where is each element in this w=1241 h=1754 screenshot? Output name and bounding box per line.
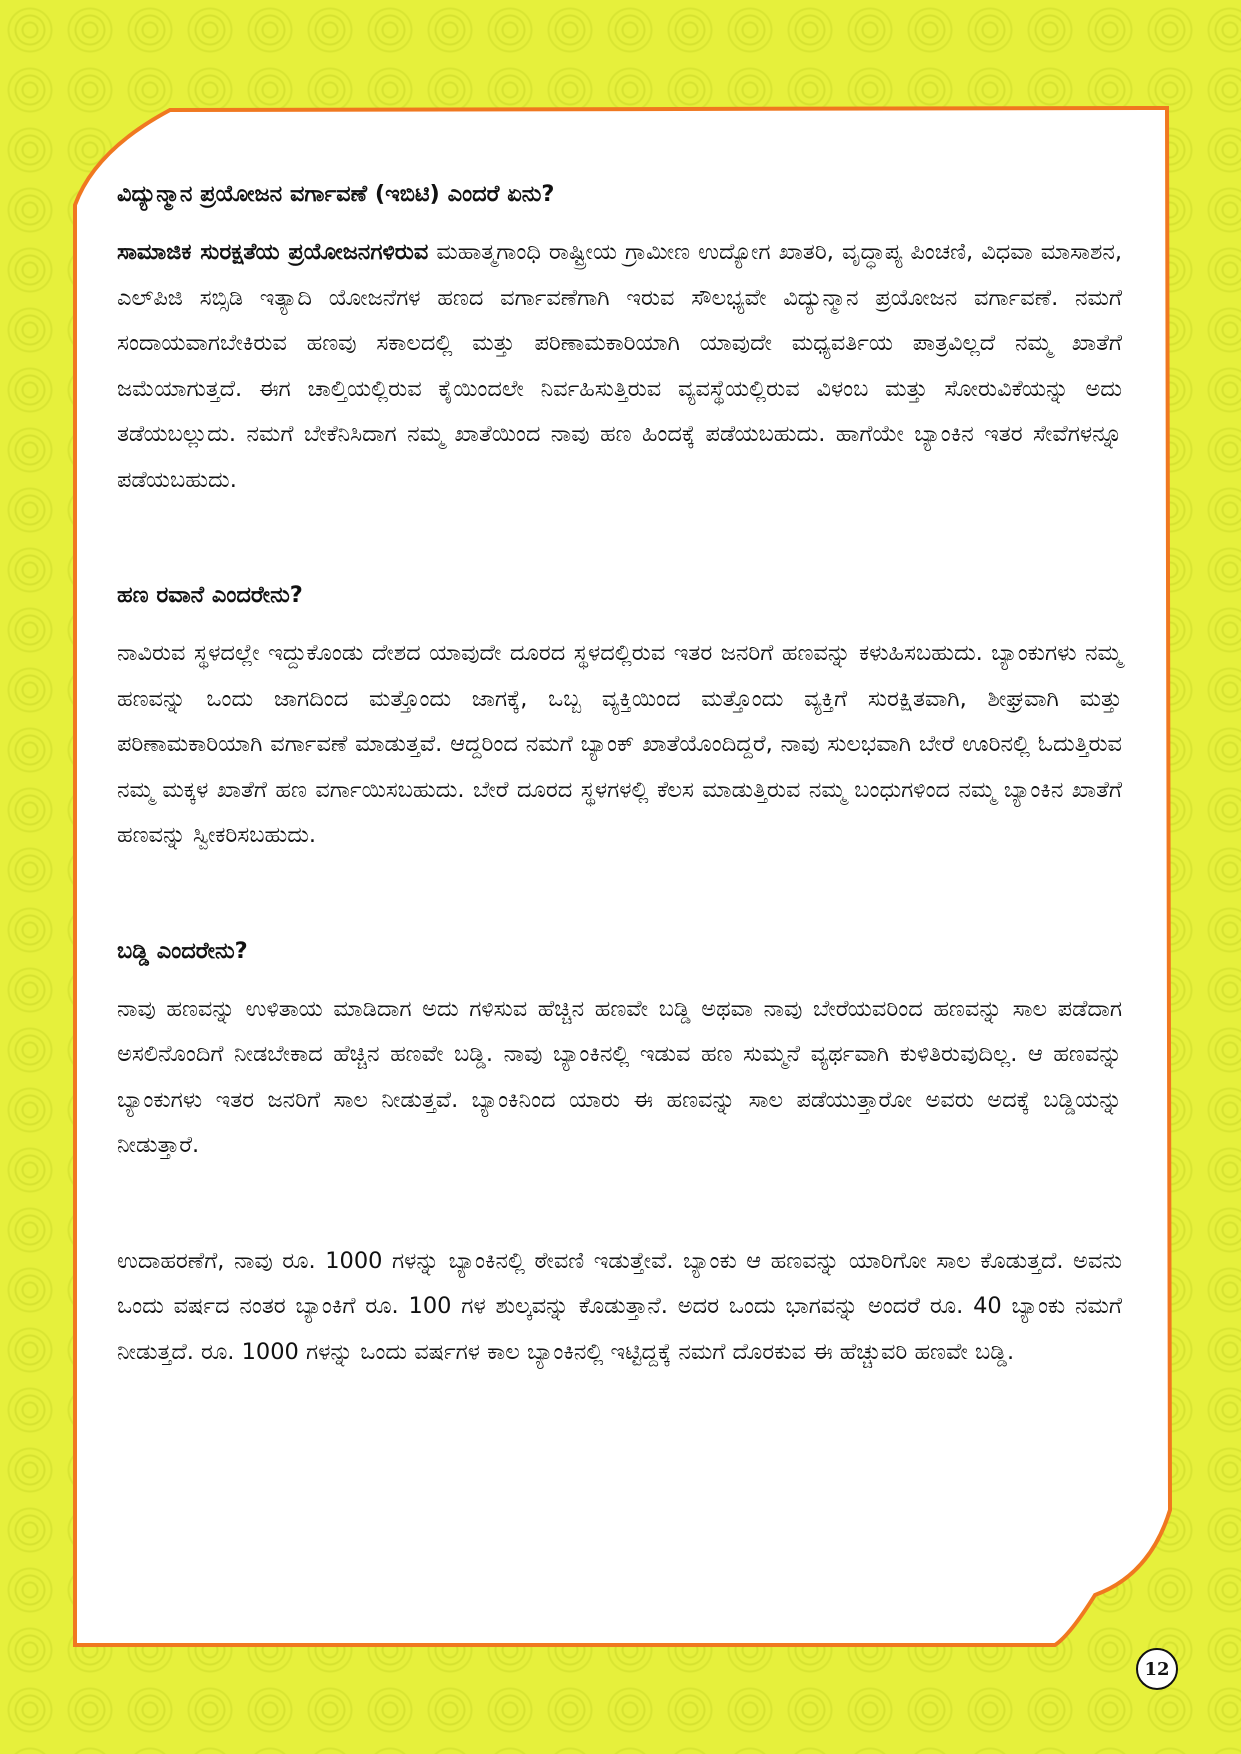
paragraph-remittance: ನಾವಿರುವ ಸ್ಥಳದಲ್ಲೇ ಇದ್ದುಕೊಂಡು ದೇಶದ ಯಾವುದೇ ದೂರದ ಸ್ಥಳದಲ್ಲಿರುವ ಇತರ ಜನರಿಗೆ ಹಣವನ್ನು ಕಳುಹಿಸಬಹುದು. ಬ್ಯಾಂಕುಗಳು ನಮ್ಮ ಹಣವನ್ನು ಒಂದು ಜಾಗದಿಂದ ಮತ್ತೊಂದು ಜಾಗಕ್ಕೆ, ಒಬ್ಬ ವ್ಯಕ್ತಿಯಿಂದ ಮತ್ತೊಂದು ವ್ಯಕ್ತಿಗೆ ಸುರಕ್ಷಿತವಾಗಿ, ಶೀಘ್ರವಾಗಿ ಮತ್ತು ಪರಿಣಾಮಕಾರಿಯಾಗಿ ವರ್ಗಾವಣೆ ಮಾಡುತ್ತವೆ. ಆದ್ದರಿಂದ ನಮಗೆ ಬ್ಯಾಂಕ್ ಖಾತೆಯೊಂದಿದ್ದರೆ, ನಾವು ಸುಲಭವಾಗಿ ಬೇರೆ ಊರಿನಲ್ಲಿ ಓದುತ್ತಿರುವ ನಮ್ಮ ಮಕ್ಕಳ ಖಾತೆಗೆ ಹಣ ವರ್ಗಾಯಿಸಬಹುದು. ಬೇರೆ ದೂರದ ಸ್ಥಳಗಳಲ್ಲಿ ಕೆಲಸ ಮಾಡುತ್ತಿರುವ ನಮ್ಮ ಬಂಧುಗಳಿಂದ ನಮ್ಮ ಬ್ಯಾಂಕಿನ ಖಾತೆಗೆ ಹಣವನ್ನು ಸ್ವೀಕರಿಸಬಹುದು. bbox=[117, 640, 1122, 848]
page-number: 12 bbox=[1136, 1648, 1178, 1690]
paragraph-ebt bbox=[117, 230, 1122, 503]
heading-ebt: ವಿದ್ಯುನ್ಮಾನ ಪ್ರಯೋಜನ ವರ್ಗಾವಣೆ (ಇಬಿಟಿ) ಎಂದರೆ ಏನು? bbox=[117, 181, 555, 207]
heading-interest: ಬಡ್ಡಿ ಎಂದರೇನು? bbox=[117, 937, 248, 964]
paragraph-ebt-body: ಮಹಾತ್ಮಗಾಂಧಿ ರಾಷ್ಟ್ರೀಯ ಗ್ರಾಮೀಣ ಉದ್ಯೋಗ ಖಾತರಿ, ವೃದ್ಧಾಪ್ಯ ಪಿಂಚಣಿ, ವಿಧವಾ ಮಾಸಾಶನ, ಎಲ್‌ಪಿಜಿ ಸಬ್ಸಿಡಿ ಇತ್ಯಾದಿ ಯೋಜನೆಗಳ ಹಣದ ವರ್ಗಾವಣೆಗಾಗಿ ಇರುವ ಸೌಲಭ್ಯವೇ ವಿದ್ಯುನ್ಮಾನ ಪ್ರಯೋಜನ ವರ್ಗಾವಣೆ. ನಮಗೆ ಸಂದಾಯವಾಗಬೇಕಿರುವ ಹಣವು ಸಕಾಲದಲ್ಲಿ ಮತ್ತು ಪರಿಣಾಮಕಾರಿಯಾಗಿ ಯಾವುದೇ ಮಧ್ಯವರ್ತಿಯ ಪಾತ್ರವಿಲ್ಲದೆ ನಮ್ಮ ಖಾತೆಗೆ ಜಮೆಯಾಗುತ್ತದೆ. ಈಗ ಚಾಲ್ತಿಯಲ್ಲಿರುವ ಕೈಯಿಂದಲೇ ನಿರ್ವಹಿಸುತ್ತಿರುವ ವ್ಯವಸ್ಥೆಯಲ್ಲಿರುವ ವಿಳಂಬ ಮತ್ತು ಸೋರುವಿಕೆಯನ್ನು ಅದು ತಡೆಯಬಲ್ಲುದು. ನಮಗೆ ಬೇಕೆನಿಸಿದಾಗ ನಮ್ಮ ಖಾತೆಯಿಂದ ನಾವು ಹಣ ಹಿಂದಕ್ಕೆ ಪಡೆಯಬಹುದು. ಹಾಗೆಯೇ ಬ್ಯಾಂಕಿನ ಇತರ ಸೇವೆಗಳನ್ನೂ ಪಡೆಯಬಹುದು. bbox=[117, 239, 1122, 493]
paragraph-interest: ನಾವು ಹಣವನ್ನು ಉಳಿತಾಯ ಮಾಡಿದಾಗ ಅದು ಗಳಿಸುವ ಹೆಚ್ಚಿನ ಹಣವೇ ಬಡ್ಡಿ ಅಥವಾ ನಾವು ಬೇರೆಯವರಿಂದ ಹಣವನ್ನು ಸಾಲ ಪಡೆದಾಗ ಅಸಲಿನೊಂದಿಗೆ ನೀಡಬೇಕಾದ ಹೆಚ್ಚಿನ ಹಣವೇ ಬಡ್ಡಿ. ನಾವು ಬ್ಯಾಂಕಿನಲ್ಲಿ ಇಡುವ ಹಣ ಸುಮ್ಮನೆ ವ್ಯರ್ಥವಾಗಿ ಕುಳಿತಿರುವುದಿಲ್ಲ. ಆ ಹಣವನ್ನು ಬ್ಯಾಂಕುಗಳು ಇತರ ಜನರಿಗೆ ಸಾಲ ನೀಡುತ್ತವೆ. ಬ್ಯಾಂಕಿನಿಂದ ಯಾರು ಈ ಹಣವನ್ನು ಸಾಲ ಪಡೆಯುತ್ತಾರೋ ಅವರು ಅದಕ್ಕೆ ಬಡ್ಡಿಯನ್ನು ನೀಡುತ್ತಾರೆ. bbox=[117, 995, 1122, 1158]
article-body bbox=[117, 172, 1122, 1375]
heading-remittance: ಹಣ ರವಾನೆ ಎಂದರೇನು? bbox=[117, 582, 303, 608]
paragraph-interest-example: ಉದಾಹರಣೆಗೆ, ನಾವು ರೂ. 1000 ಗಳನ್ನು ಬ್ಯಾಂಕಿನಲ್ಲಿ ಠೇವಣಿ ಇಡುತ್ತೇವೆ. ಬ್ಯಾಂಕು ಆ ಹಣವನ್ನು ಯಾರಿಗೋ ಸಾಲ ಕೊಡುತ್ತದೆ. ಅವನು ಒಂದು ವರ್ಷದ ನಂತರ ಬ್ಯಾಂಕಿಗೆ ರೂ. 100 ಗಳ ಶುಲ್ಕವನ್ನು ಕೊಡುತ್ತಾನೆ. ಅದರ ಒಂದು ಭಾಗವನ್ನು ಅಂದರೆ ರೂ. 40 ಬ್ಯಾಂಕು ನಮಗೆ ನೀಡುತ್ತದೆ. ರೂ. 1000 ಗಳನ್ನು ಒಂದು ವರ್ಷಗಳ ಕಾಲ ಬ್ಯಾಂಕಿನಲ್ಲಿ ಇಟ್ಟಿದ್ದಕ್ಕೆ ನಮಗೆ ದೊರಕುವ ಈ ಹೆಚ್ಚುವರಿ ಹಣವೇ ಬಡ್ಡಿ. bbox=[117, 1247, 1122, 1365]
paragraph-ebt-lead: ಸಾಮಾಜಿಕ ಸುರಕ್ಷತೆಯ ಪ್ರಯೋಜನಗಳಿರುವ bbox=[117, 239, 429, 265]
